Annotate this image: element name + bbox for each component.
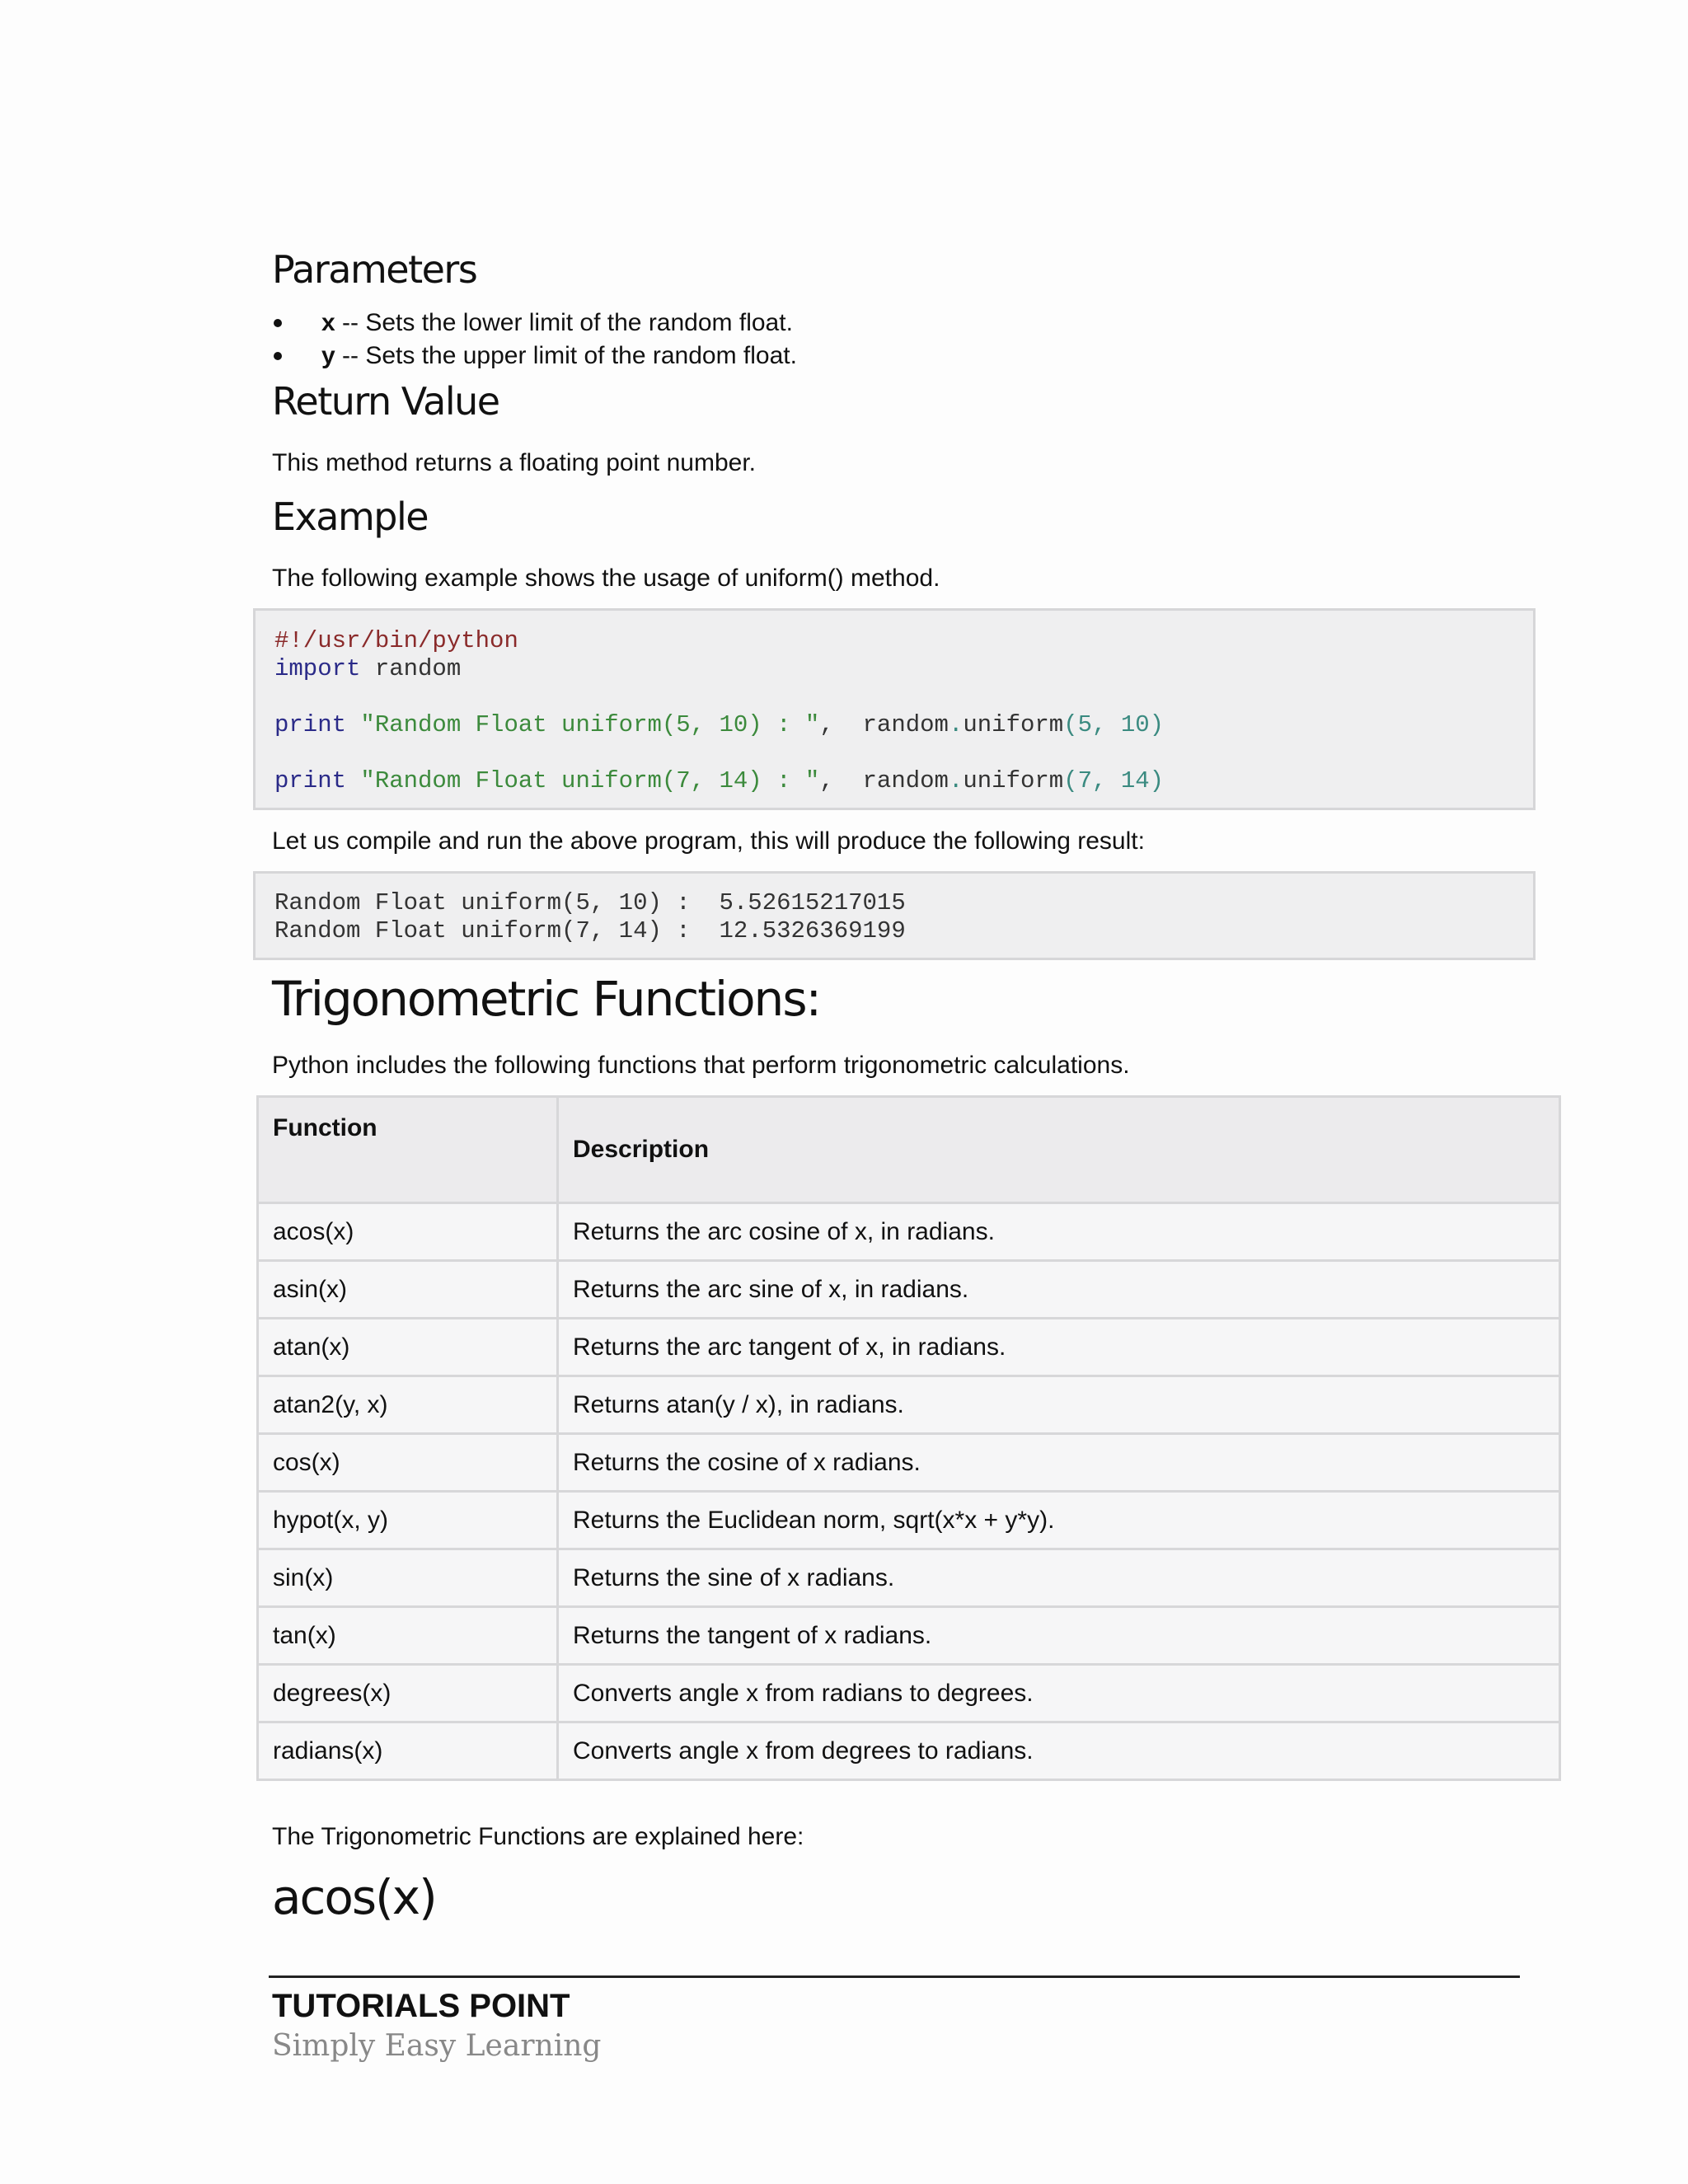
return-value-text: This method returns a floating point number. bbox=[272, 449, 756, 476]
table-row bbox=[258, 1549, 1560, 1607]
footer-tagline: Simply Easy Learning bbox=[272, 2029, 602, 2063]
code-keyword: print bbox=[274, 711, 347, 738]
table-row bbox=[258, 1434, 1560, 1492]
table-row bbox=[258, 1665, 1560, 1722]
bullet-icon bbox=[274, 352, 282, 360]
description-cell: Returns the tangent of x radians. bbox=[558, 1607, 1560, 1665]
acos-heading: acos(x) bbox=[272, 1869, 436, 1925]
code-punct: , bbox=[819, 711, 863, 738]
trig-intro: Python includes the following functions that perform trigonometric calculations. bbox=[272, 1052, 1130, 1079]
function-cell: atan2(y, x) bbox=[258, 1376, 558, 1434]
code-comment: #!/usr/bin/python bbox=[274, 627, 518, 654]
code-punct: , bbox=[1092, 711, 1121, 738]
code-identifier: random bbox=[360, 655, 462, 682]
output-line: Random Float uniform(7, 14) : 12.5326369199 bbox=[274, 917, 906, 944]
table-row bbox=[258, 1607, 1560, 1665]
code-identifier: uniform bbox=[963, 767, 1064, 794]
code-punct: . bbox=[948, 767, 964, 794]
function-cell: acos(x) bbox=[258, 1203, 558, 1261]
run-text: Let us compile and run the above program, this will produce the following result: bbox=[272, 827, 1145, 855]
code-string: "Random Float uniform(5, 10) : " bbox=[360, 711, 820, 738]
output-block bbox=[253, 871, 1536, 960]
code-number: 5 bbox=[1077, 711, 1092, 738]
footer-brand: TUTORIALS POINT bbox=[272, 1988, 570, 2024]
param-desc: -- Sets the upper limit of the random float. bbox=[335, 342, 797, 369]
code-keyword: print bbox=[274, 767, 347, 794]
table-row bbox=[258, 1492, 1560, 1549]
code-punct: ) bbox=[1149, 711, 1165, 738]
code-number: 7 bbox=[1077, 767, 1092, 794]
function-cell: tan(x) bbox=[258, 1607, 558, 1665]
table-header-row bbox=[258, 1097, 1560, 1203]
output-line: Random Float uniform(5, 10) : 5.52615217015 bbox=[274, 889, 906, 916]
parameters-heading: Parameters bbox=[272, 247, 477, 292]
output-text bbox=[274, 889, 906, 945]
code-text bbox=[274, 627, 1164, 795]
code-punct: ( bbox=[1063, 767, 1078, 794]
code-string: "Random Float uniform(7, 14) : " bbox=[360, 767, 820, 794]
description-cell: Returns atan(y / x), in radians. bbox=[558, 1376, 1560, 1434]
code-punct: , bbox=[819, 767, 863, 794]
param-name: y bbox=[321, 342, 335, 369]
trig-heading: Trigonometric Functions: bbox=[272, 971, 821, 1027]
description-cell: Converts angle x from degrees to radians. bbox=[558, 1722, 1560, 1780]
function-cell: hypot(x, y) bbox=[258, 1492, 558, 1549]
description-cell: Converts angle x from radians to degrees. bbox=[558, 1665, 1560, 1722]
functions-table bbox=[256, 1095, 1561, 1781]
param-name: x bbox=[321, 309, 335, 336]
table-row bbox=[258, 1722, 1560, 1780]
code-number: 10 bbox=[1120, 711, 1150, 738]
code-punct: , bbox=[1092, 767, 1121, 794]
list-item bbox=[272, 307, 797, 340]
description-cell: Returns the Euclidean norm, sqrt(x*x + y*y). bbox=[558, 1492, 1560, 1549]
function-cell: degrees(x) bbox=[258, 1665, 558, 1722]
function-cell: cos(x) bbox=[258, 1434, 558, 1492]
code-punct: . bbox=[948, 711, 964, 738]
code-identifier: random bbox=[862, 767, 949, 794]
code-punct: ( bbox=[1063, 711, 1078, 738]
param-desc: -- Sets the lower limit of the random float. bbox=[335, 309, 793, 336]
description-cell: Returns the cosine of x radians. bbox=[558, 1434, 1560, 1492]
function-cell: sin(x) bbox=[258, 1549, 558, 1607]
table-row bbox=[258, 1376, 1560, 1434]
function-cell: radians(x) bbox=[258, 1722, 558, 1780]
code-identifier: uniform bbox=[963, 711, 1064, 738]
footer-divider bbox=[269, 1975, 1520, 1978]
code-block bbox=[253, 608, 1536, 810]
code-identifier: random bbox=[862, 711, 949, 738]
table-row bbox=[258, 1203, 1560, 1261]
description-cell: Returns the sine of x radians. bbox=[558, 1549, 1560, 1607]
description-cell: Returns the arc cosine of x, in radians. bbox=[558, 1203, 1560, 1261]
trig-outro: The Trigonometric Functions are explained here: bbox=[272, 1823, 804, 1850]
column-header-function: Function bbox=[258, 1097, 558, 1203]
bullet-icon bbox=[274, 319, 282, 327]
function-cell: asin(x) bbox=[258, 1261, 558, 1319]
code-punct: ) bbox=[1149, 767, 1165, 794]
table-row bbox=[258, 1319, 1560, 1376]
list-item bbox=[272, 340, 797, 373]
column-header-description: Description bbox=[558, 1097, 1560, 1203]
function-cell: atan(x) bbox=[258, 1319, 558, 1376]
table-row bbox=[258, 1261, 1560, 1319]
description-cell: Returns the arc sine of x, in radians. bbox=[558, 1261, 1560, 1319]
parameters-list bbox=[272, 307, 797, 373]
return-value-heading: Return Value bbox=[272, 379, 499, 424]
code-keyword: import bbox=[274, 655, 361, 682]
code-number: 14 bbox=[1120, 767, 1150, 794]
example-heading: Example bbox=[272, 494, 429, 539]
example-intro: The following example shows the usage of uniform() method. bbox=[272, 565, 940, 592]
description-cell: Returns the arc tangent of x, in radians. bbox=[558, 1319, 1560, 1376]
